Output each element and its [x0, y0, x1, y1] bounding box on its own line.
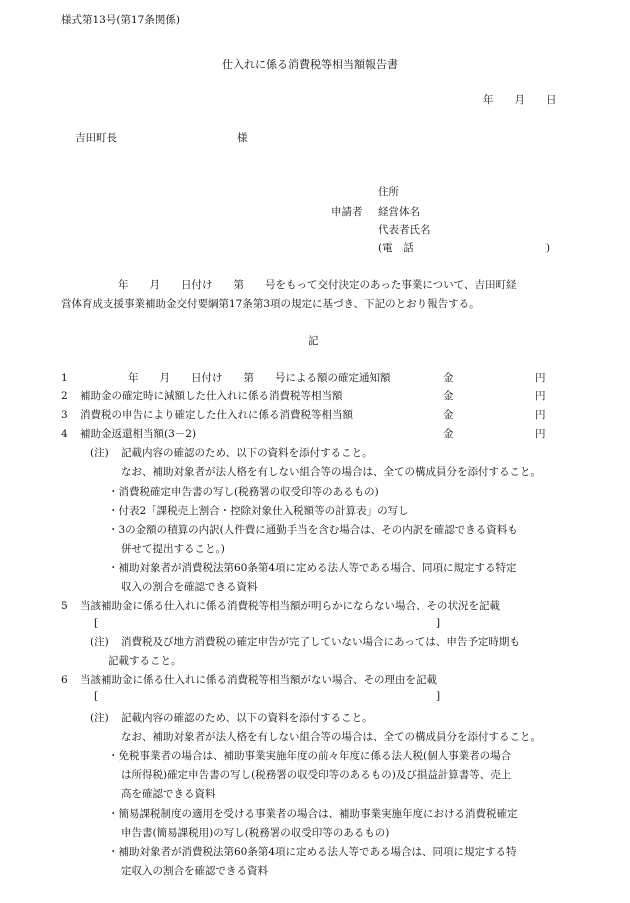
item-number: 6	[61, 674, 68, 686]
note-bullet-cont: は所得税)確定申告書の写し(税務署の収受印等のあるもの)及び損益計算書等、売上	[121, 769, 512, 781]
yen-label: 円	[535, 390, 546, 402]
item-label: 当該補助金に係る仕入れに係る消費税等相当額が明らかにならない場合、その状況を記載	[80, 600, 500, 612]
note-line: 消費税及び地方消費税の確定申告が完了していない場合にあっては、申告予定時期も	[121, 636, 520, 648]
note-bullet: ・免税事業者の場合は、補助事業実施年度の前々年度に係る法人税(個人事業者の場合	[108, 750, 512, 762]
note-bullet-cont: 併せて提出すること。)	[121, 543, 225, 555]
kin-label: 金	[443, 409, 454, 421]
item-number: 5	[61, 600, 68, 612]
ki-heading: 記	[308, 335, 319, 347]
note-bullet: ・付表2「課税売上割合・控除対象仕入税額等の計算表」の写し	[108, 505, 409, 517]
note-prefix: (注)	[90, 636, 109, 648]
item-number: 2	[61, 390, 68, 402]
bracket-close: ]	[436, 617, 441, 629]
kin-label: 金	[443, 390, 454, 402]
address-label: 住所	[378, 186, 399, 198]
item-label: 年 月 日付け 第 号による額の確定通知額	[128, 372, 391, 384]
phone-label: (電 話	[378, 242, 414, 254]
phone-close: )	[546, 242, 551, 254]
honorific: 様	[237, 132, 248, 144]
bracket-close: ]	[436, 690, 441, 702]
kin-label: 金	[443, 428, 454, 440]
document-title: 仕入れに係る消費税等相当額報告書	[222, 58, 398, 71]
date-line: 年 月 日	[483, 94, 557, 106]
item-number: 3	[61, 409, 68, 421]
note-bullet-cont: 申告書(簡易課税用)の写し(税務署の収受印等のあるもの)	[121, 827, 390, 839]
item-number: 4	[61, 428, 68, 440]
note-bullet-cont: 収入の割合を確認できる資料	[121, 581, 258, 593]
note-line: なお、補助対象者が法人格を有しない組合等の場合は、全ての構成員分を添付すること。	[121, 466, 541, 478]
note-bullet-cont: 定収入の割合を確認できる資料	[121, 865, 268, 877]
item-label: 消費税の申告により確定した仕入れに係る消費税等相当額	[80, 409, 353, 421]
note-prefix: (注)	[90, 447, 109, 459]
bracket-open: [	[94, 617, 99, 629]
org-name-label: 経営体名	[378, 206, 420, 218]
note-bullet: ・消費税確定申告書の写し(税務署の収受印等のあるもの)	[108, 486, 379, 498]
item-number: 1	[61, 372, 68, 384]
note-bullet: ・3の金額の積算の内訳(人件費に通勤手当を含む場合は、その内訳を確認できる資料も	[108, 524, 518, 536]
item-label: 補助金返還相当額(3－2)	[80, 428, 197, 440]
body-line-1: 年 月 日付け 第 号をもって交付決定のあった事業について、吉田町経	[118, 279, 517, 291]
form-number: 様式第13号(第17条関係)	[61, 14, 180, 26]
addressee: 吉田町長	[75, 132, 117, 144]
applicant-label: 申請者	[331, 206, 363, 218]
item-label: 当該補助金に係る仕入れに係る消費税等相当額がない場合、その理由を記載	[80, 674, 437, 686]
note-bullet-cont: 高を確認できる資料	[121, 788, 216, 800]
note-line: なお、補助対象者が法人格を有しない組合等の場合は、全ての構成員分を添付すること。	[121, 731, 541, 743]
note-bullet: ・補助対象者が消費税法第60条第4項に定める法人等である場合は、同項に規定する特	[108, 846, 517, 858]
note-bullet: ・簡易課税制度の適用を受ける事業者の場合は、補助事業実施年度における消費税確定	[108, 808, 518, 820]
note-line: 記載すること。	[108, 655, 182, 667]
yen-label: 円	[535, 372, 546, 384]
item-label: 補助金の確定時に減額した仕入れに係る消費税等相当額	[80, 390, 343, 402]
note-line: 記載内容の確認のため、以下の資料を添付すること。	[121, 712, 373, 724]
note-line: 記載内容の確認のため、以下の資料を添付すること。	[121, 447, 373, 459]
note-prefix: (注)	[90, 712, 109, 724]
body-line-2: 営体育成支援事業補助金交付要綱第17条第3項の規定に基づき、下記のとおり報告する。	[61, 298, 480, 310]
yen-label: 円	[535, 428, 546, 440]
note-bullet: ・補助対象者が消費税法第60条第4項に定める法人等である場合、同項に規定する特定	[108, 562, 517, 574]
kin-label: 金	[443, 372, 454, 384]
yen-label: 円	[535, 409, 546, 421]
representative-label: 代表者氏名	[378, 224, 431, 236]
bracket-open: [	[94, 690, 99, 702]
